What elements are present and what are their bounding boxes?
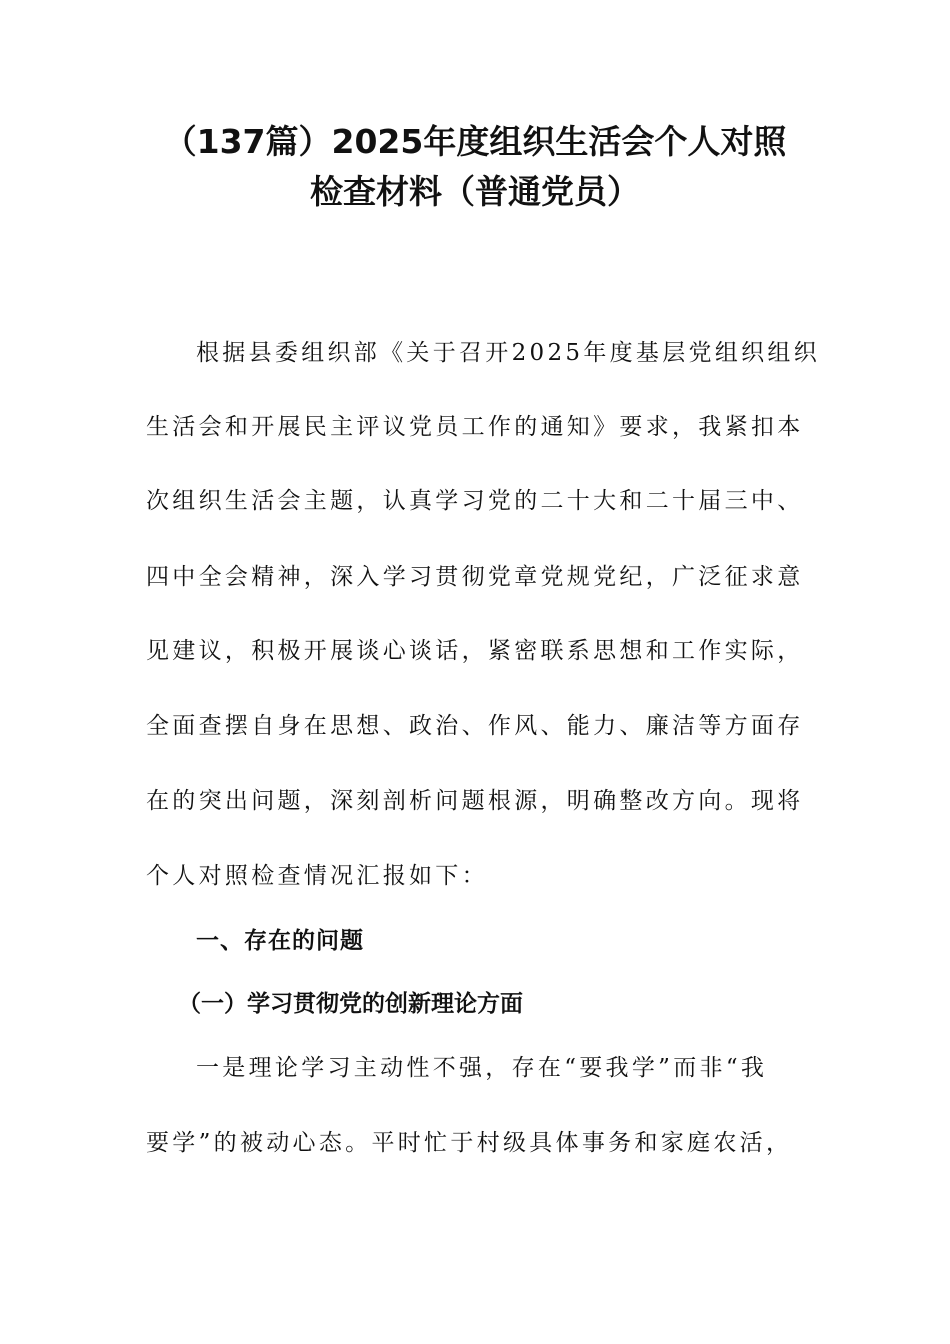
paragraph-line: 个人对照检查情况汇报如下：	[146, 863, 488, 889]
paragraph-line: 见建议，积极开展谈心谈话，紧密联系思想和工作实际，	[146, 638, 804, 664]
paragraph-line: 一是理论学习主动性不强，存在“要我学”而非“我	[196, 1055, 768, 1081]
paragraph-line: 要学”的被动心态。平时忙于村级具体事务和家庭农活，	[146, 1130, 793, 1156]
paragraph-line: 在的突出问题，深刻剖析问题根源，明确整改方向。现将	[146, 788, 804, 814]
section-heading: 一、存在的问题	[196, 928, 364, 954]
subsection-heading: （一）学习贯彻党的创新理论方面	[178, 991, 523, 1017]
paragraph-line: 全面查摆自身在思想、政治、作风、能力、廉洁等方面存	[146, 713, 804, 739]
paragraph-line: 四中全会精神，深入学习贯彻党章党规党纪，广泛征求意	[146, 564, 804, 590]
document-title-line-2: 检查材料（普通党员）	[310, 172, 640, 211]
paragraph-line: 生活会和开展民主评议党员工作的通知》要求，我紧扣本	[146, 414, 804, 440]
document-title-line-1: （137篇）2025年度组织生活会个人对照	[163, 122, 787, 161]
paragraph-line: 根据县委组织部《关于召开2025年度基层党组织组织	[196, 340, 821, 366]
paragraph-line: 次组织生活会主题，认真学习党的二十大和二十届三中、	[146, 488, 804, 514]
